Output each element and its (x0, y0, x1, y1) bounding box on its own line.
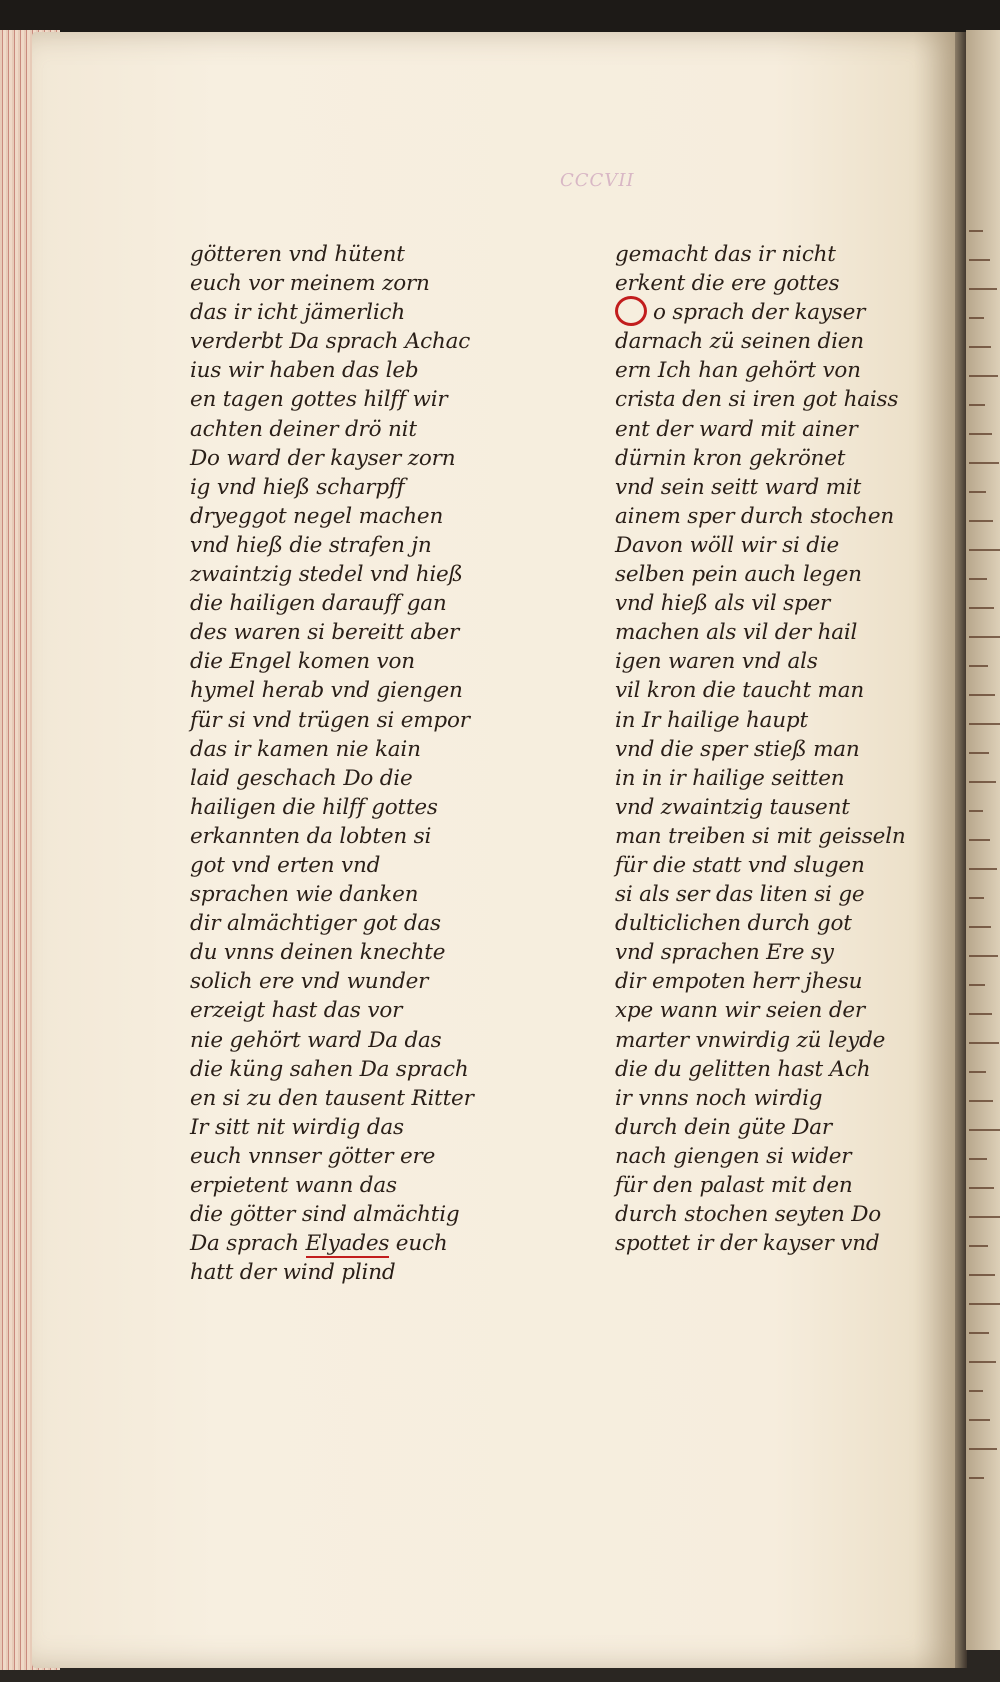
facing-page-text-fragment (969, 491, 986, 507)
facing-page-text-fragment (969, 1332, 989, 1348)
text-line: o sprach der kayser (615, 298, 955, 327)
facing-page-text-fragment (969, 694, 995, 710)
facing-page-text-fragment (969, 1187, 994, 1203)
text-line: ius wir haben das leb (190, 358, 419, 384)
facing-page-text-fragment (969, 259, 990, 275)
facing-page-text-fragment (969, 462, 999, 478)
facing-page-text-fragment (969, 578, 987, 594)
text-line: durch stochen seyten Do (615, 1202, 882, 1228)
text-line: hymel herab vnd giengen (190, 678, 463, 704)
facing-page-text-fragment (969, 433, 992, 449)
text-line: en tagen gottes hilff wir (190, 387, 448, 413)
facing-page-text-fragment (969, 1361, 996, 1377)
text-line: darnach zü seinen dien (615, 329, 864, 355)
text-line: die küng sahen Da sprach (190, 1056, 469, 1082)
text-line: ainem sper durch stochen (615, 503, 895, 529)
text-line: marter vnwirdig zü leyde (615, 1027, 886, 1053)
text-line: die du gelitten hast Ach (615, 1056, 871, 1082)
text-line: dir empoten herr jhesu (615, 969, 863, 995)
text-line: vnd hieß die strafen jn (190, 532, 432, 558)
text-line: für den palast mit den (615, 1173, 853, 1198)
text-line: gemacht das ir nicht (615, 242, 836, 267)
text-line: vnd hieß als vil sper (615, 591, 831, 617)
text-line: du vnns deinen knechte (190, 940, 446, 966)
facing-page-text-fragment (969, 752, 989, 768)
text-line: hailigen die hilff gottes (190, 794, 438, 820)
text-line: nach giengen si wider (615, 1143, 852, 1169)
facing-page-text-fragment (969, 1419, 990, 1435)
text-line: für si vnd trügen si empor (190, 707, 470, 733)
text-line: got vnd erten vnd (190, 852, 381, 878)
text-line: selben pein auch legen (615, 562, 862, 588)
text-line: dir almächtiger got das (190, 911, 441, 937)
text-line: solich ere vnd wunder (190, 969, 429, 995)
facing-page-text-fragment (969, 955, 998, 971)
facing-page-text-fragment (969, 1129, 1000, 1145)
text-line: das ir kamen nie kain (190, 736, 421, 762)
folio-mark: CCCVII (560, 170, 635, 191)
facing-page-text-fragment (969, 665, 988, 681)
text-line: Da sprach Elyades euch (190, 1231, 448, 1257)
text-line: erkannten da lobten si (190, 823, 432, 849)
text-line: euch vor meinem zorn (190, 271, 430, 297)
facing-page-text-fragment (969, 1071, 986, 1087)
facing-page-text-fragment (969, 1158, 987, 1174)
text-line: die Engel komen von (190, 649, 415, 675)
text-line: die götter sind almächtig (190, 1202, 460, 1228)
text-line: ir vnns noch wirdig (615, 1085, 823, 1111)
text-line: ern Ich han gehört von (615, 358, 861, 384)
text-line: ig vnd hieß scharpff (190, 474, 405, 500)
facing-page-text-fragment (969, 839, 990, 855)
facing-page-text-fragment (969, 781, 996, 797)
text-line: in in ir hailige seitten (615, 765, 845, 791)
text-line: igen waren vnd als (615, 649, 818, 675)
text-line: dryeggot negel machen (190, 503, 444, 529)
facing-page-text-fragment (969, 1042, 999, 1058)
text-line: erzeigt hast das vor (190, 998, 403, 1024)
facing-page-text-fragment (969, 1390, 983, 1406)
facing-page-text-fragment (969, 897, 984, 913)
facing-page-text-fragment (969, 636, 1000, 652)
text-line: die hailigen darauff gan (190, 591, 447, 617)
text-line: man treiben si mit geisseln (615, 823, 906, 849)
text-line: vnd sprachen Ere sy (615, 940, 834, 966)
text-line: zwaintzig stedel vnd hieß (190, 562, 463, 588)
text-line: hatt der wind plind (190, 1260, 396, 1286)
facing-page-text-fragment (969, 868, 997, 884)
text-line: Do ward der kayser zorn (190, 445, 456, 471)
text-line: si als ser das liten si ge (615, 882, 865, 908)
text-line: en si zu den tausent Ritter (190, 1085, 474, 1111)
text-line: verderbt Da sprach Achac (190, 329, 471, 355)
facing-page-text-fragment (969, 1477, 984, 1493)
underlined-name: Elyades (305, 1231, 390, 1257)
facing-page-text-fragment (969, 1013, 992, 1029)
rubricated-initial (615, 296, 647, 326)
facing-page-text-fragment (969, 288, 997, 304)
text-line: laid geschach Do die (190, 765, 413, 791)
facing-page-text-fragment (969, 723, 1000, 739)
text-line: für die statt vnd slugen (615, 852, 865, 878)
text-line: vnd sein seitt ward mit (615, 474, 862, 500)
text-line: crista den si iren got haiss (615, 387, 899, 413)
text-line: durch dein güte Dar (615, 1114, 832, 1140)
text-line: das ir icht jämerlich (190, 300, 405, 326)
facing-page-text-fragment (969, 1274, 995, 1290)
text-line: ent der ward mit ainer (615, 416, 858, 442)
text-line: achten deiner drö nit (190, 416, 417, 442)
text-line: machen als vil der hail (615, 620, 858, 646)
text-line: vnd die sper stieß man (615, 736, 860, 762)
text-line: xpe wann wir seien der (615, 998, 865, 1024)
text-line: erkent die ere gottes (615, 271, 840, 297)
facing-page-text-fragment (969, 1303, 1000, 1319)
text-line: götteren vnd hütent (190, 242, 405, 267)
facing-page-text-fragment (969, 230, 983, 246)
text-line: vil kron die taucht man (615, 678, 864, 704)
facing-page-text-fragment (969, 984, 985, 1000)
left-text-column (190, 240, 565, 1287)
facing-page-text-fragment (969, 549, 1000, 565)
text-line: vnd zwaintzig tausent (615, 794, 850, 820)
facing-page-text-fragment (969, 607, 994, 623)
text-line: Davon wöll wir si die (615, 532, 840, 558)
facing-page-text-fragment (969, 1100, 993, 1116)
facing-page-text-fragment (969, 810, 983, 826)
text-line: erpietent wann das (190, 1173, 397, 1198)
facing-page-text-fragment (969, 346, 991, 362)
facing-page-text-fragment (969, 926, 991, 942)
facing-page-text-fragment (969, 1448, 997, 1464)
facing-page-edge (966, 30, 1000, 1650)
text-line: euch vnnser götter ere (190, 1143, 436, 1169)
facing-page-text-fragment (969, 375, 998, 391)
facing-page-text-fragment (969, 317, 984, 333)
text-line: in Ir hailige haupt (615, 707, 808, 733)
facing-page-text-fragment (969, 520, 993, 536)
text-line: nie gehört ward Da das (190, 1027, 442, 1053)
right-text-column (615, 240, 955, 1258)
facing-page-text-fragment (969, 1216, 1000, 1232)
text-line: dürnin kron gekrönet (615, 445, 846, 471)
facing-page-text-fragment (969, 1245, 988, 1261)
text-line: dulticlichen durch got (615, 911, 852, 937)
text-line: sprachen wie danken (190, 882, 419, 908)
text-line: Ir sitt nit wirdig das (190, 1114, 404, 1140)
text-line: spottet ir der kayser vnd (615, 1231, 880, 1257)
text-line: des waren si bereitt aber (190, 620, 460, 646)
facing-page-text-fragment (969, 404, 985, 420)
